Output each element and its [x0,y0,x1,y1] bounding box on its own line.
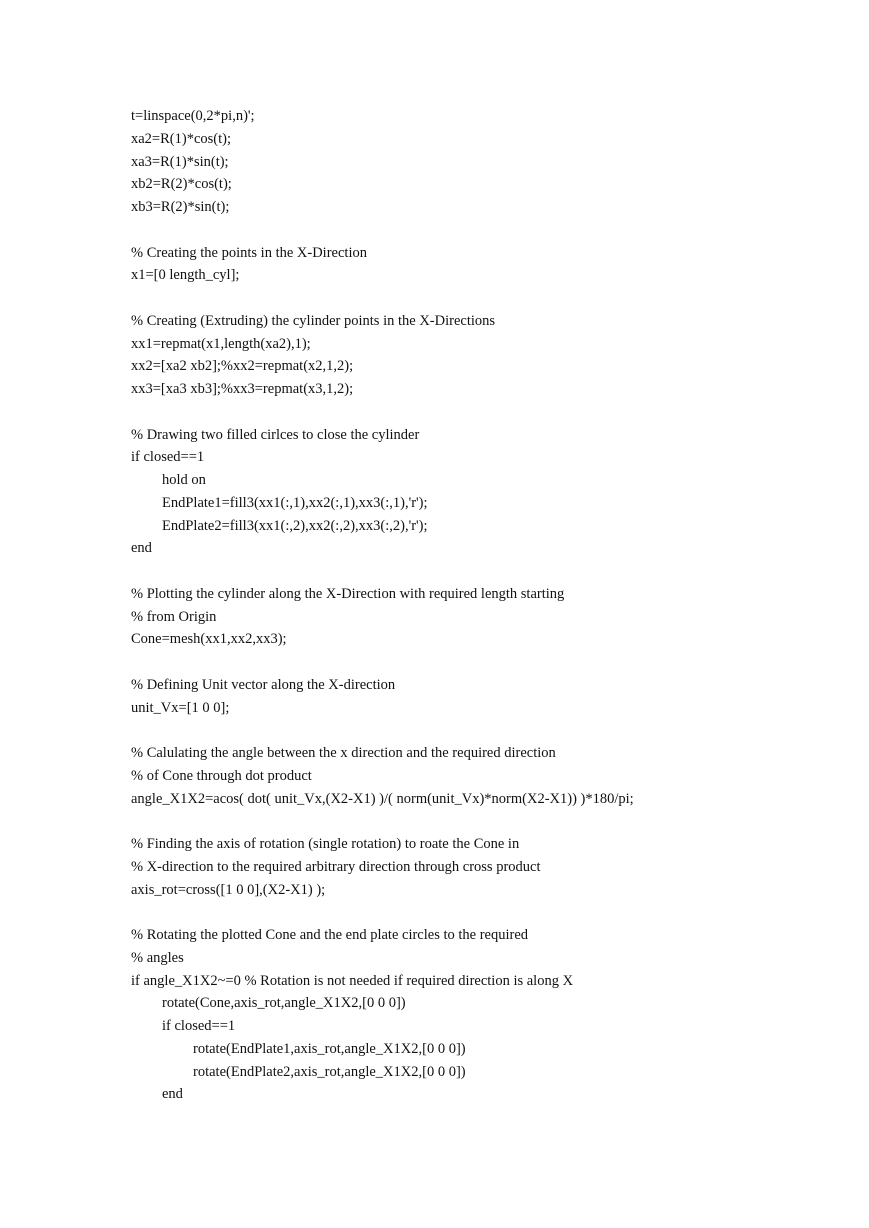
code-line: rotate(Cone,axis_rot,angle_X1X2,[0 0 0]) [162,995,406,1012]
code-line: rotate(EndPlate2,axis_rot,angle_X1X2,[0 0 0]) [193,1063,466,1080]
code-line: xx3=[xa3 xb3];%xx3=repmat(x3,1,2); [131,381,354,397]
code-listing [131,105,831,1106]
code-line: axis_rot=cross([1 0 0],(X2-X1) ); [131,881,326,898]
blank-line [131,219,831,242]
blank-line [131,560,831,583]
code-comment-line: % X-direction to the required arbitrary direction through cross product [131,858,541,875]
blank-line [131,719,831,742]
code-comment-line: % Defining Unit vector along the X-direction [131,676,396,693]
code-comment-line: % Finding the axis of rotation (single rotation) to roate the Cone in [131,836,520,852]
code-line: xb2=R(2)*cos(t); [131,176,232,193]
code-line: x1=[0 length_cyl]; [131,267,240,284]
code-line: xa2=R(1)*cos(t); [131,130,231,147]
code-comment-line: % Calulating the angle between the x direction and the required direction [131,745,556,761]
code-line: hold on [162,472,206,488]
code-comment-line: % Plotting the cylinder along the X-Direction with required length starting [131,585,565,602]
code-line: xa3=R(1)*sin(t); [131,153,229,170]
code-line: unit_Vx=[1 0 0]; [131,699,230,716]
blank-line [131,901,831,924]
code-line: end [131,540,152,557]
code-line: end [162,1086,183,1103]
code-comment-line: % Rotating the plotted Cone and the end plate circles to the required [131,927,529,943]
code-comment-line: % of Cone through dot product [131,767,312,784]
code-line: if closed==1 [162,1018,236,1034]
code-line: EndPlate2=fill3(xx1(:,2),xx2(:,2),xx3(:,2),'r'); [162,517,428,534]
code-comment-line: % from Origin [131,608,217,625]
blank-line [131,287,831,310]
blank-line [131,810,831,833]
code-line: EndPlate1=fill3(xx1(:,1),xx2(:,1),xx3(:,1),'r'); [162,494,428,511]
code-line: xx1=repmat(x1,length(xa2),1); [131,335,311,352]
code-comment-line: % Creating (Extruding) the cylinder points in the X-Directions [131,312,496,329]
code-line: if closed==1 [131,449,205,466]
code-line: Cone=mesh(xx1,xx2,xx3); [131,631,287,648]
blank-line [131,651,831,674]
code-line: xb3=R(2)*sin(t); [131,199,230,215]
code-line: t=linspace(0,2*pi,n)'; [131,108,255,124]
code-line: xx2=[xa2 xb2];%xx2=repmat(x2,1,2); [131,358,354,375]
code-line: if angle_X1X2~=0 % Rotation is not needed if required direction is along X [131,972,574,989]
code-line: angle_X1X2=acos( dot( unit_Vx,(X2-X1) )/( norm(unit_Vx)*norm(X2-X1)) )*180/pi; [131,790,634,807]
code-comment-line: % angles [131,949,184,966]
code-line: rotate(EndPlate1,axis_rot,angle_X1X2,[0 0 0]) [193,1040,466,1057]
code-comment-line: % Creating the points in the X-Direction [131,244,367,261]
blank-line [131,401,831,424]
code-comment-line: % Drawing two filled cirlces to close the cylinder [131,426,420,443]
